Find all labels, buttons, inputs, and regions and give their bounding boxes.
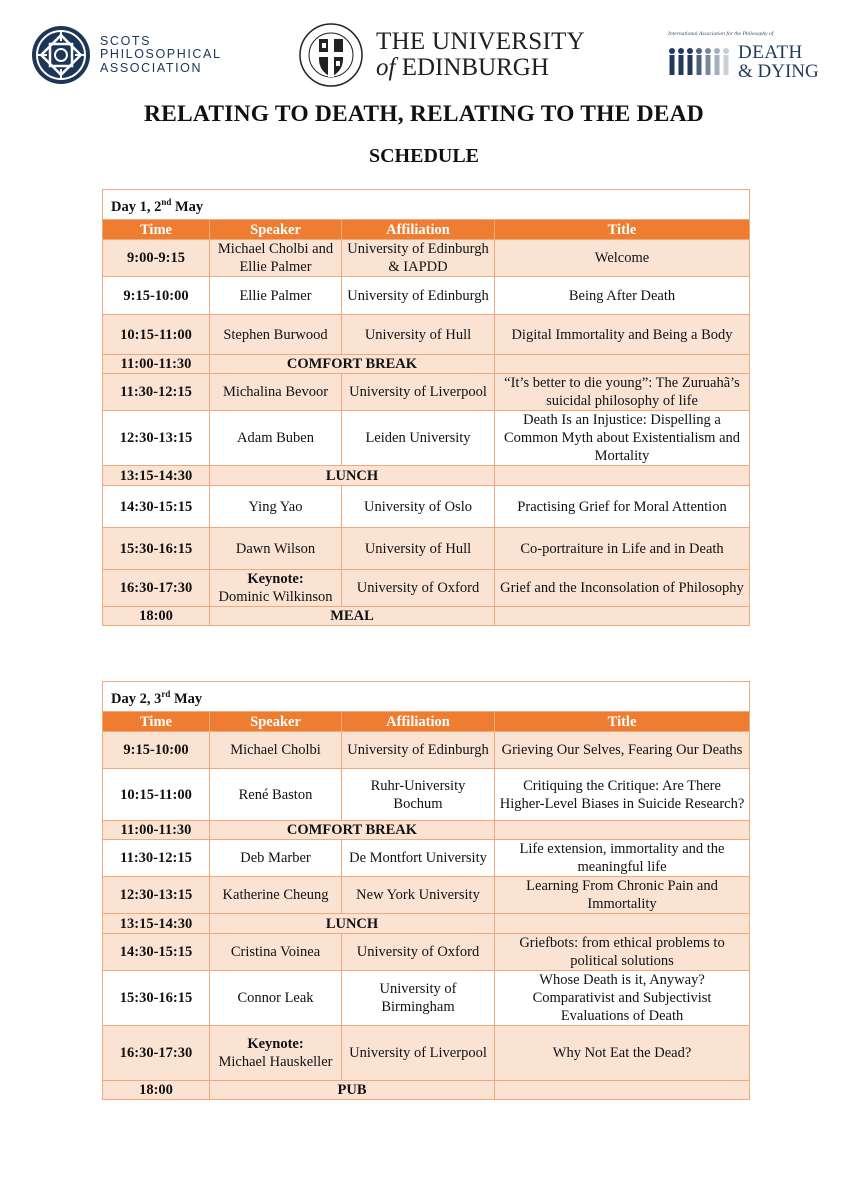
break-empty-cell xyxy=(495,1081,750,1100)
day1-label-row xyxy=(103,190,750,220)
session-time: 9:00-9:15 xyxy=(103,240,210,277)
break-empty-cell xyxy=(495,607,750,626)
session-title: Welcome xyxy=(495,240,750,277)
speaker-name: Ellie Palmer xyxy=(239,287,312,304)
session-title: “It’s better to die young”: The Zuruahã’s suicidal philosophy of life xyxy=(495,374,750,411)
spa-line-3: ASSOCIATION xyxy=(100,60,203,75)
day2-label xyxy=(103,682,750,712)
session-time: 13:15-14:30 xyxy=(103,466,210,486)
session-row xyxy=(103,240,750,277)
day1-schedule-table xyxy=(102,189,750,626)
session-time: 12:30-13:15 xyxy=(103,411,210,466)
session-title: Life extension, immortality and the meaningful life xyxy=(495,840,750,877)
session-speaker xyxy=(210,570,342,607)
break-empty-cell xyxy=(495,914,750,934)
session-title: Grief and the Inconsolation of Philosophy xyxy=(495,570,750,607)
day1-label-month: May xyxy=(171,198,204,215)
keynote-label: Keynote: xyxy=(247,1036,304,1052)
session-row xyxy=(103,732,750,769)
spa-line-1: SCOTS xyxy=(100,33,152,48)
speaker-name: René Baston xyxy=(238,786,313,803)
speaker-name: Michael Cholbi and Ellie Palmer xyxy=(217,241,334,275)
people-silhouettes-icon xyxy=(668,47,734,79)
session-speaker xyxy=(210,934,342,971)
session-time: 18:00 xyxy=(103,1081,210,1100)
session-title: Griefbots: from ethical problems to political solutions xyxy=(495,934,750,971)
break-row xyxy=(103,607,750,626)
session-time: 13:15-14:30 xyxy=(103,914,210,934)
session-time: 9:15-10:00 xyxy=(103,277,210,315)
session-speaker xyxy=(210,732,342,769)
spa-logo xyxy=(30,12,222,98)
session-time: 11:00-11:30 xyxy=(103,821,210,840)
session-time: 10:15-11:00 xyxy=(103,769,210,821)
session-speaker xyxy=(210,315,342,355)
session-affiliation: University of Edinburgh xyxy=(342,277,495,315)
session-time: 15:30-16:15 xyxy=(103,528,210,570)
speaker-name: Deb Marber xyxy=(240,850,311,866)
session-row xyxy=(103,411,750,466)
session-time: 9:15-10:00 xyxy=(103,732,210,769)
speaker-name: Cristina Voinea xyxy=(230,944,321,960)
page-title: RELATING TO DEATH, RELATING TO THE DEAD xyxy=(144,101,704,127)
day2-schedule-table xyxy=(102,681,750,1100)
session-speaker xyxy=(210,840,342,877)
session-affiliation: University of Edinburgh & IAPDD xyxy=(342,240,495,277)
session-speaker xyxy=(210,1026,342,1081)
session-title: Death Is an Injustice: Dispelling a Common Myth about Existentialism and Mortality xyxy=(495,411,750,466)
session-affiliation: New York University xyxy=(342,877,495,914)
edinburgh-of: of xyxy=(376,54,396,81)
session-affiliation: University of Oslo xyxy=(342,486,495,528)
keynote-label: Keynote: xyxy=(247,571,304,587)
session-title: Whose Death is it, Anyway? Comparativist and Subjectivist Evaluations of Death xyxy=(495,971,750,1026)
session-affiliation: Leiden University xyxy=(342,411,495,466)
speaker-name: Michael Cholbi xyxy=(230,742,321,758)
speaker-name: Ying Yao xyxy=(248,498,303,515)
session-affiliation: University of Oxford xyxy=(342,934,495,971)
day1-body xyxy=(103,190,750,626)
session-speaker xyxy=(210,971,342,1026)
day2-body xyxy=(103,682,750,1100)
edinburgh-logo xyxy=(298,12,585,98)
speaker-name: Michael Hauskeller xyxy=(218,1054,333,1070)
column-header-time: Time xyxy=(103,220,210,240)
session-time: 11:30-12:15 xyxy=(103,840,210,877)
session-title: Learning From Chronic Pain and Immortality xyxy=(495,877,750,914)
break-empty-cell xyxy=(495,466,750,486)
session-row xyxy=(103,528,750,570)
celtic-knot-icon xyxy=(30,24,92,86)
session-speaker xyxy=(210,528,342,570)
session-speaker xyxy=(210,374,342,411)
session-affiliation: De Montfort University xyxy=(342,840,495,877)
edinburgh-line-1: THE UNIVERSITY xyxy=(376,28,586,55)
iapdd-caption: International Association for the Philosophy of xyxy=(668,31,774,37)
session-speaker xyxy=(210,877,342,914)
column-header-speaker: Speaker xyxy=(210,220,342,240)
iapdd-logo xyxy=(668,12,818,98)
session-time: 16:30-17:30 xyxy=(103,570,210,607)
edinburgh-crest-icon xyxy=(298,19,364,91)
day1-label-text: Day 1, 2 xyxy=(111,198,162,215)
session-row xyxy=(103,934,750,971)
day2-label-month: May xyxy=(170,690,203,707)
session-affiliation: University of Liverpool xyxy=(342,374,495,411)
session-row xyxy=(103,840,750,877)
day2-header-row xyxy=(103,712,750,732)
session-title: Co-portraiture in Life and in Death xyxy=(495,528,750,570)
logo-bar xyxy=(0,12,848,98)
session-speaker xyxy=(210,411,342,466)
day2-label-text: Day 2, 3 xyxy=(111,690,162,707)
day1-label-suffix: nd xyxy=(161,197,172,208)
break-label: MEAL xyxy=(210,607,495,626)
session-speaker xyxy=(210,769,342,821)
session-time: 11:00-11:30 xyxy=(103,355,210,374)
spa-line-2: PHILOSOPHICAL xyxy=(100,47,222,62)
day1-header-row xyxy=(103,220,750,240)
session-row xyxy=(103,971,750,1026)
break-row xyxy=(103,466,750,486)
session-time: 10:15-11:00 xyxy=(103,315,210,355)
session-time: 12:30-13:15 xyxy=(103,877,210,914)
session-row xyxy=(103,570,750,607)
speaker-name: Michalina Bevoor xyxy=(222,384,329,400)
day2-label-suffix: rd xyxy=(161,689,171,700)
session-title: Critiquing the Critique: Are There Higher-Level Biases in Suicide Research? xyxy=(495,769,750,821)
speaker-name: Stephen Burwood xyxy=(223,326,328,343)
break-label: COMFORT BREAK xyxy=(210,821,495,840)
session-affiliation: University of Hull xyxy=(342,315,495,355)
edinburgh-name: EDINBURGH xyxy=(401,54,549,81)
session-title: Being After Death xyxy=(495,277,750,315)
session-row xyxy=(103,877,750,914)
column-header-title: Title xyxy=(495,712,750,732)
session-affiliation: University of Oxford xyxy=(342,570,495,607)
session-speaker xyxy=(210,240,342,277)
day2-label-row xyxy=(103,682,750,712)
session-row xyxy=(103,277,750,315)
iapdd-dying: & DYING xyxy=(738,61,819,82)
break-row xyxy=(103,821,750,840)
session-row xyxy=(103,1026,750,1081)
session-speaker xyxy=(210,486,342,528)
session-row xyxy=(103,769,750,821)
speaker-name: Dawn Wilson xyxy=(235,540,316,557)
session-time: 11:30-12:15 xyxy=(103,374,210,411)
session-affiliation: University of Hull xyxy=(342,528,495,570)
edinburgh-line-2 xyxy=(376,55,585,81)
column-header-affiliation: Affiliation xyxy=(342,220,495,240)
session-time: 14:30-15:15 xyxy=(103,486,210,528)
session-row xyxy=(103,486,750,528)
session-title: Grieving Our Selves, Fearing Our Deaths xyxy=(495,732,750,769)
session-affiliation: University of Birmingham xyxy=(342,971,495,1026)
column-header-speaker: Speaker xyxy=(210,712,342,732)
break-row xyxy=(103,1081,750,1100)
column-header-affiliation: Affiliation xyxy=(342,712,495,732)
session-affiliation: University of Liverpool xyxy=(342,1026,495,1081)
session-affiliation: Ruhr-University Bochum xyxy=(342,769,495,821)
speaker-name: Katherine Cheung xyxy=(222,887,329,903)
session-row xyxy=(103,374,750,411)
break-label: COMFORT BREAK xyxy=(210,355,495,374)
session-title: Digital Immortality and Being a Body xyxy=(495,315,750,355)
break-row xyxy=(103,914,750,934)
break-label: LUNCH xyxy=(210,466,495,486)
iapdd-death: DEATH xyxy=(738,42,803,63)
column-header-time: Time xyxy=(103,712,210,732)
break-empty-cell xyxy=(495,355,750,374)
break-label: PUB xyxy=(210,1081,495,1100)
day1-label xyxy=(103,190,750,220)
session-time: 14:30-15:15 xyxy=(103,934,210,971)
break-row xyxy=(103,355,750,374)
session-time: 16:30-17:30 xyxy=(103,1026,210,1081)
speaker-name: Adam Buben xyxy=(237,430,314,446)
session-time: 15:30-16:15 xyxy=(103,971,210,1026)
break-empty-cell xyxy=(495,821,750,840)
session-title: Practising Grief for Moral Attention xyxy=(495,486,750,528)
spa-wordmark xyxy=(100,35,222,76)
session-speaker xyxy=(210,277,342,315)
column-header-title: Title xyxy=(495,220,750,240)
break-label: LUNCH xyxy=(210,914,495,934)
session-affiliation: University of Edinburgh xyxy=(342,732,495,769)
edinburgh-wordmark xyxy=(376,29,585,81)
session-time: 18:00 xyxy=(103,607,210,626)
session-title: Why Not Eat the Dead? xyxy=(495,1026,750,1081)
speaker-name: Dominic Wilkinson xyxy=(218,589,333,605)
iapdd-mark xyxy=(668,25,818,85)
page-subtitle: SCHEDULE xyxy=(368,145,480,167)
session-row xyxy=(103,315,750,355)
speaker-name: Connor Leak xyxy=(237,990,314,1006)
